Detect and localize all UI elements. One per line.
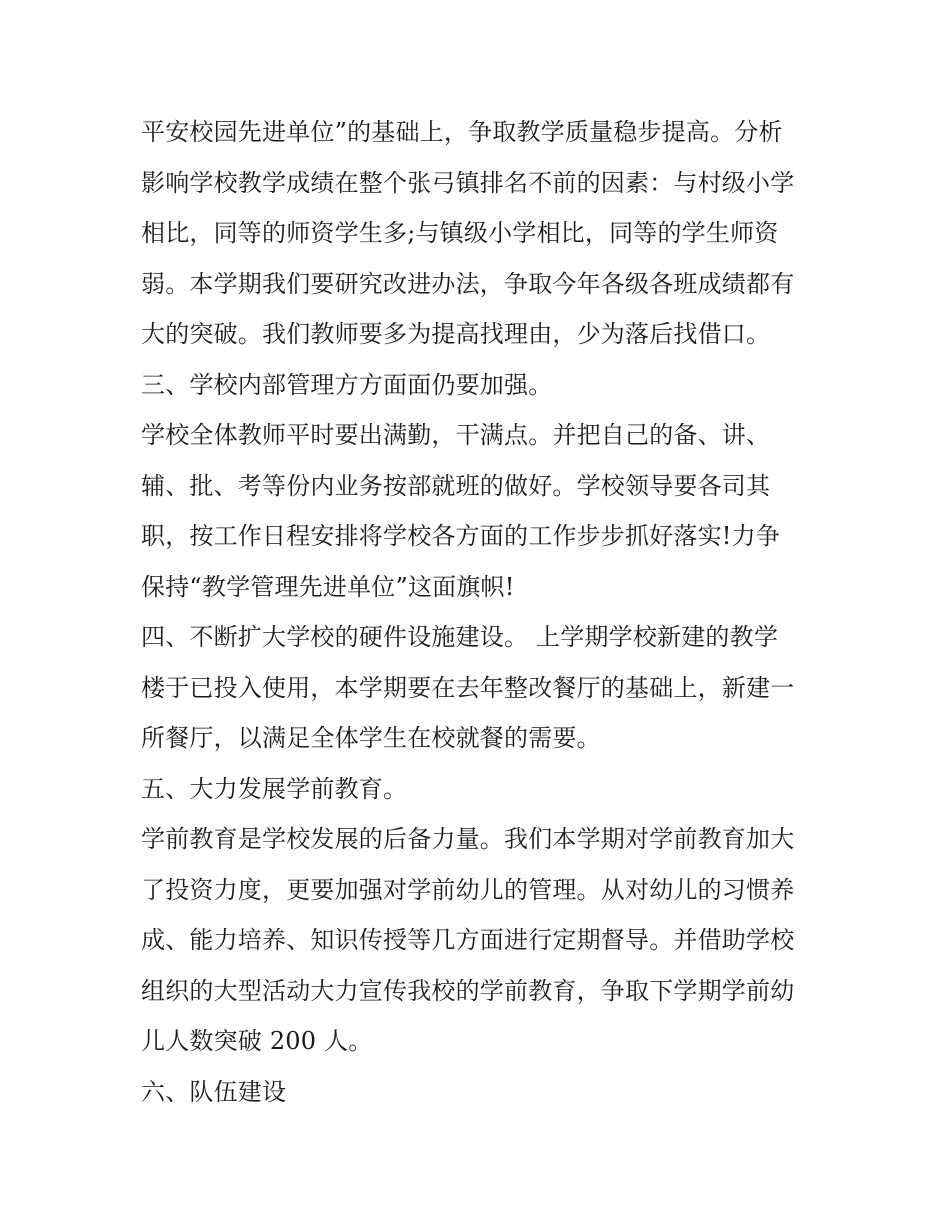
text-line: 组织的大型活动大力宣传我校的学前教育，争取下学期学前幼	[141, 976, 795, 1005]
text-line: 辅、批、考等份内业务按部就班的做好。学校领导要各司其	[141, 471, 771, 500]
text-line: 保持“教学管理先进单位”这面旗帜!	[141, 572, 515, 601]
text-line: 所餐厅，以满足全体学生在校就餐的需要。	[141, 724, 601, 752]
text-line: 职，按工作日程安排将学校各方面的工作步步抓好落实!力争	[141, 522, 781, 550]
section-heading-6: 六、队伍建设	[141, 1077, 287, 1106]
section-heading-4: 四、不断扩大学校的硬件设施建设。 上学期学校新建的教学	[141, 623, 779, 651]
text-line: 大的突破。我们教师要多为提高找理由，少为落后找借口。	[141, 320, 771, 348]
text-line: 影响学校教学成绩在整个张弓镇排名不前的因素：与村级小学	[141, 168, 795, 197]
text-line: 了投资力度，更要加强对学前幼儿的管理。从对幼儿的习惯养	[141, 875, 795, 904]
text-line: 相比，同等的师资学生多;与镇级小学相比，同等的学生师资	[141, 219, 779, 247]
text-line: 平安校园先进单位”的基础上，争取教学质量稳步提高。分析	[141, 118, 783, 146]
section-heading-5: 五、大力发展学前教育。	[141, 774, 408, 803]
section-heading-3: 三、学校内部管理方方面面仍要加强。	[141, 370, 553, 399]
text-line: 成、能力培养、知识传授等几方面进行定期督导。并借助学校	[141, 926, 795, 954]
text-line: 儿人数突破 200 人。	[141, 1027, 373, 1055]
text-line: 楼于已投入使用，本学期要在去年整改餐厅的基础上，新建一	[141, 673, 795, 702]
text-line: 学前教育是学校发展的后备力量。我们本学期对学前教育加大	[141, 825, 795, 853]
text-line: 学校全体教师平时要出满勤，干满点。并把自己的备、讲、	[141, 421, 771, 449]
text-line: 弱。本学期我们要研究改进办法，争取今年各级各班成绩都有	[141, 269, 795, 298]
document-body	[141, 107, 813, 1117]
